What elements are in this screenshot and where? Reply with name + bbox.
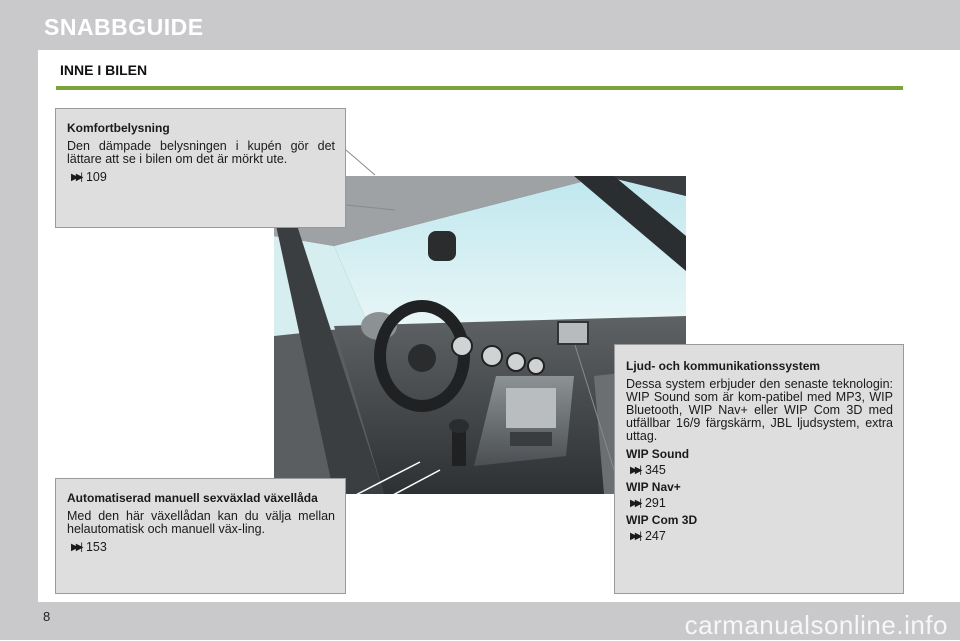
page-reference[interactable]: [630, 464, 893, 477]
page-reference[interactable]: [630, 497, 893, 510]
page-reference-number: 291: [644, 496, 666, 510]
section-divider: [56, 86, 903, 90]
page-reference-number: 345: [644, 463, 666, 477]
callout-title: Automatiserad manuell sexväxlad växellåda: [67, 491, 318, 505]
section-title: INNE I BILEN: [60, 62, 148, 78]
page-reference[interactable]: [71, 171, 335, 184]
callout-body: Den dämpade belysningen i kupén gör det lättare att se i bilen om det är mörkt ute.: [67, 139, 335, 166]
callout-body: Med den här växellådan kan du välja mellan helautomatisk och manuell väx-ling.: [67, 509, 335, 536]
fast-forward-icon: ▶▶|: [71, 542, 80, 553]
page-reference-number: 109: [85, 170, 107, 184]
callout-gearbox: [55, 478, 346, 594]
subheading-wip-sound: WIP Sound: [626, 447, 690, 461]
callout-comfort-lighting: [55, 108, 346, 228]
watermark: carmanualsonline.info: [684, 610, 948, 640]
callout-body: Dessa system erbjuder den senaste teknologin: WIP Sound som är kom-patibel med MP3, WIP Bluetooth, WIP Nav+ eller WIP Com 3D med utfällbar 16/9 färgskärm, JBL ljudsystem, extra uttag.: [626, 377, 893, 443]
page-reference[interactable]: [630, 530, 893, 543]
page-number: 8: [43, 609, 51, 624]
page-reference[interactable]: [71, 541, 335, 554]
left-margin-band: [0, 50, 38, 602]
callout-audio-communication: [614, 344, 904, 594]
fast-forward-icon: ▶▶|: [71, 172, 80, 183]
fast-forward-icon: ▶▶|: [630, 465, 639, 476]
page-reference-number: 247: [644, 529, 666, 543]
callout-title: Komfortbelysning: [67, 121, 170, 135]
subheading-wip-nav: WIP Nav+: [626, 480, 681, 494]
fast-forward-icon: ▶▶|: [630, 498, 639, 509]
page-reference-number: 153: [85, 540, 107, 554]
subheading-wip-com-3d: WIP Com 3D: [626, 513, 698, 527]
page-header-title: SNABBGUIDE: [44, 14, 204, 40]
callout-title: Ljud- och kommunikationssystem: [626, 359, 821, 373]
fast-forward-icon: ▶▶|: [630, 531, 639, 542]
